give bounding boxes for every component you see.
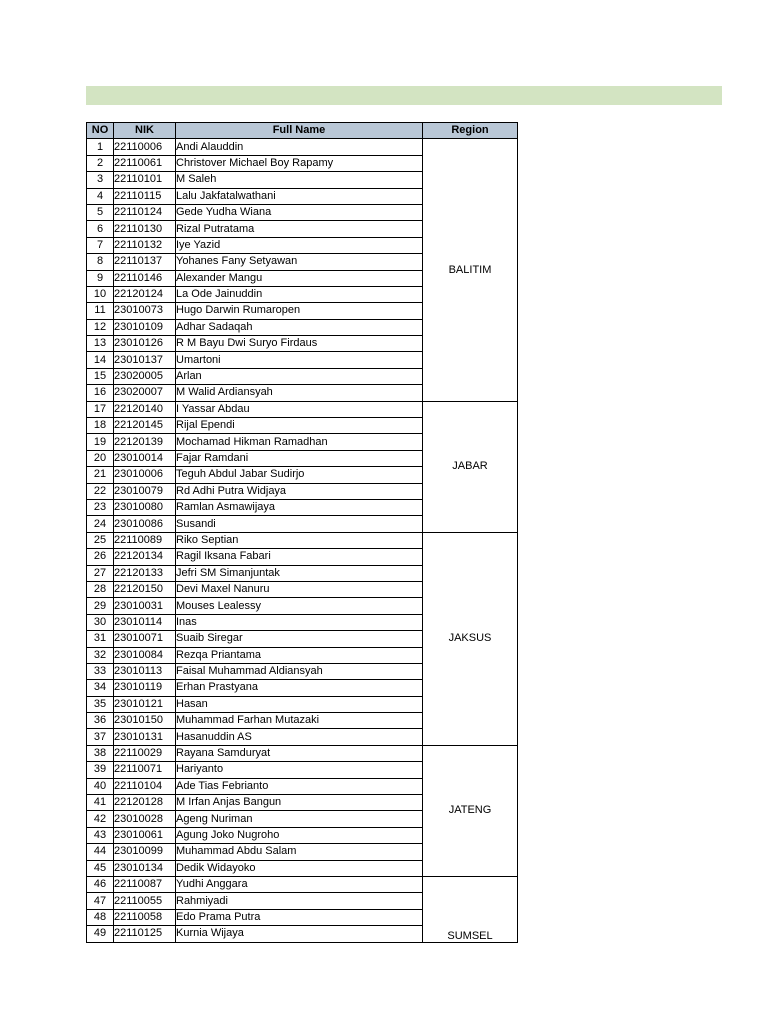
table-body <box>87 139 518 942</box>
header-no: NO <box>87 123 114 139</box>
row-nik-cell: 23010031 <box>114 598 176 614</box>
row-no-cell: 27 <box>87 565 114 581</box>
row-nik-cell: 22120128 <box>114 795 176 811</box>
row-name-cell: Yohanes Fany Setyawan <box>176 254 423 270</box>
row-name-cell: Rayana Samduryat <box>176 745 423 761</box>
row-nik-cell: 23010084 <box>114 647 176 663</box>
row-nik-cell: 23010113 <box>114 663 176 679</box>
row-name-cell: Lalu Jakfatalwathani <box>176 188 423 204</box>
row-nik-cell: 23010006 <box>114 467 176 483</box>
row-no-cell: 15 <box>87 368 114 384</box>
row-name-cell: Edo Prama Putra <box>176 909 423 925</box>
row-nik-cell: 22120134 <box>114 549 176 565</box>
row-no-cell: 13 <box>87 336 114 352</box>
row-no-cell: 47 <box>87 893 114 909</box>
table-row <box>87 401 518 417</box>
row-name-cell: Rizal Putratama <box>176 221 423 237</box>
row-no-cell: 36 <box>87 713 114 729</box>
header-region: Region <box>423 123 518 139</box>
header-full-name: Full Name <box>176 123 423 139</box>
region-cell: JAKSUS <box>423 532 518 745</box>
row-name-cell: Hasan <box>176 696 423 712</box>
row-nik-cell: 23010014 <box>114 450 176 466</box>
row-nik-cell: 23010114 <box>114 614 176 630</box>
row-no-cell: 26 <box>87 549 114 565</box>
row-nik-cell: 23010061 <box>114 827 176 843</box>
region-cell: SUMSEL <box>423 876 518 942</box>
row-no-cell: 19 <box>87 434 114 450</box>
row-nik-cell: 22120139 <box>114 434 176 450</box>
row-no-cell: 5 <box>87 204 114 220</box>
row-no-cell: 4 <box>87 188 114 204</box>
row-nik-cell: 22110101 <box>114 172 176 188</box>
row-name-cell: Christover Michael Boy Rapamy <box>176 155 423 171</box>
row-nik-cell: 22110125 <box>114 926 176 942</box>
row-no-cell: 2 <box>87 155 114 171</box>
row-name-cell: Suaib Siregar <box>176 631 423 647</box>
row-no-cell: 33 <box>87 663 114 679</box>
employee-table <box>86 122 518 943</box>
row-nik-cell: 22110137 <box>114 254 176 270</box>
row-name-cell: Ageng Nuriman <box>176 811 423 827</box>
row-no-cell: 12 <box>87 319 114 335</box>
row-no-cell: 25 <box>87 532 114 548</box>
row-no-cell: 28 <box>87 581 114 597</box>
row-no-cell: 9 <box>87 270 114 286</box>
row-nik-cell: 22120145 <box>114 418 176 434</box>
row-name-cell: Adhar Sadaqah <box>176 319 423 335</box>
row-no-cell: 18 <box>87 418 114 434</box>
row-no-cell: 37 <box>87 729 114 745</box>
row-name-cell: Muhammad Abdu Salam <box>176 844 423 860</box>
row-name-cell: Yudhi Anggara <box>176 876 423 892</box>
row-no-cell: 41 <box>87 795 114 811</box>
row-no-cell: 17 <box>87 401 114 417</box>
row-name-cell: Andi Alauddin <box>176 139 423 155</box>
row-nik-cell: 22110089 <box>114 532 176 548</box>
row-nik-cell: 22110006 <box>114 139 176 155</box>
row-no-cell: 46 <box>87 876 114 892</box>
row-name-cell: Devi Maxel Nanuru <box>176 581 423 597</box>
row-no-cell: 14 <box>87 352 114 368</box>
row-no-cell: 38 <box>87 745 114 761</box>
row-name-cell: Arlan <box>176 368 423 384</box>
row-name-cell: Rijal Ependi <box>176 418 423 434</box>
row-nik-cell: 22120133 <box>114 565 176 581</box>
row-no-cell: 21 <box>87 467 114 483</box>
table-row <box>87 876 518 892</box>
row-nik-cell: 23010086 <box>114 516 176 532</box>
row-no-cell: 34 <box>87 680 114 696</box>
row-nik-cell: 23020007 <box>114 385 176 401</box>
row-no-cell: 3 <box>87 172 114 188</box>
row-name-cell: Agung Joko Nugroho <box>176 827 423 843</box>
row-name-cell: Dedik Widayoko <box>176 860 423 876</box>
row-no-cell: 44 <box>87 844 114 860</box>
row-no-cell: 16 <box>87 385 114 401</box>
row-nik-cell: 23010028 <box>114 811 176 827</box>
row-name-cell: Hasanuddin AS <box>176 729 423 745</box>
row-name-cell: Umartoni <box>176 352 423 368</box>
row-nik-cell: 23010073 <box>114 303 176 319</box>
table-row <box>87 139 518 155</box>
row-no-cell: 29 <box>87 598 114 614</box>
row-name-cell: Ragil Iksana Fabari <box>176 549 423 565</box>
row-name-cell: Rd Adhi Putra Widjaya <box>176 483 423 499</box>
row-no-cell: 11 <box>87 303 114 319</box>
row-nik-cell: 23010121 <box>114 696 176 712</box>
table-header-row <box>87 123 518 139</box>
row-name-cell: Inas <box>176 614 423 630</box>
row-no-cell: 40 <box>87 778 114 794</box>
row-nik-cell: 22110055 <box>114 893 176 909</box>
row-name-cell: M Walid Ardiansyah <box>176 385 423 401</box>
row-no-cell: 32 <box>87 647 114 663</box>
region-cell: JABAR <box>423 401 518 532</box>
row-name-cell: Hariyanto <box>176 762 423 778</box>
row-no-cell: 30 <box>87 614 114 630</box>
table-row <box>87 745 518 761</box>
row-nik-cell: 22110124 <box>114 204 176 220</box>
row-nik-cell: 23010099 <box>114 844 176 860</box>
row-nik-cell: 23010080 <box>114 499 176 515</box>
row-nik-cell: 23010079 <box>114 483 176 499</box>
row-name-cell: Rahmiyadi <box>176 893 423 909</box>
row-nik-cell: 23010134 <box>114 860 176 876</box>
row-no-cell: 1 <box>87 139 114 155</box>
row-nik-cell: 23020005 <box>114 368 176 384</box>
row-nik-cell: 22110087 <box>114 876 176 892</box>
row-name-cell: Erhan Prastyana <box>176 680 423 696</box>
row-no-cell: 23 <box>87 499 114 515</box>
header-banner <box>86 86 722 105</box>
row-nik-cell: 23010119 <box>114 680 176 696</box>
row-name-cell: Iye Yazid <box>176 237 423 253</box>
row-name-cell: Riko Septian <box>176 532 423 548</box>
row-name-cell: I Yassar Abdau <box>176 401 423 417</box>
table-row <box>87 532 518 548</box>
row-no-cell: 7 <box>87 237 114 253</box>
row-nik-cell: 22120124 <box>114 286 176 302</box>
row-no-cell: 6 <box>87 221 114 237</box>
region-cell: JATENG <box>423 745 518 876</box>
row-no-cell: 35 <box>87 696 114 712</box>
header-nik: NIK <box>114 123 176 139</box>
row-nik-cell: 22110115 <box>114 188 176 204</box>
row-name-cell: Hugo Darwin Rumaropen <box>176 303 423 319</box>
row-nik-cell: 23010131 <box>114 729 176 745</box>
row-no-cell: 31 <box>87 631 114 647</box>
row-nik-cell: 22120150 <box>114 581 176 597</box>
row-name-cell: Fajar Ramdani <box>176 450 423 466</box>
row-nik-cell: 22110132 <box>114 237 176 253</box>
row-no-cell: 42 <box>87 811 114 827</box>
row-no-cell: 48 <box>87 909 114 925</box>
row-nik-cell: 22110058 <box>114 909 176 925</box>
row-no-cell: 49 <box>87 926 114 942</box>
row-nik-cell: 23010126 <box>114 336 176 352</box>
row-name-cell: Ade Tias Febrianto <box>176 778 423 794</box>
row-nik-cell: 22110130 <box>114 221 176 237</box>
region-cell: BALITIM <box>423 139 518 401</box>
row-name-cell: Kurnia Wijaya <box>176 926 423 942</box>
row-name-cell: Gede Yudha Wiana <box>176 204 423 220</box>
row-name-cell: M Irfan Anjas Bangun <box>176 795 423 811</box>
row-name-cell: M Saleh <box>176 172 423 188</box>
row-no-cell: 39 <box>87 762 114 778</box>
row-name-cell: Ramlan Asmawijaya <box>176 499 423 515</box>
row-name-cell: La Ode Jainuddin <box>176 286 423 302</box>
row-name-cell: Rezqa Priantama <box>176 647 423 663</box>
row-name-cell: Mochamad Hikman Ramadhan <box>176 434 423 450</box>
row-nik-cell: 23010137 <box>114 352 176 368</box>
row-name-cell: Susandi <box>176 516 423 532</box>
row-no-cell: 8 <box>87 254 114 270</box>
row-name-cell: Mouses Lealessy <box>176 598 423 614</box>
row-nik-cell: 22110104 <box>114 778 176 794</box>
row-name-cell: Teguh Abdul Jabar Sudirjo <box>176 467 423 483</box>
row-name-cell: R M Bayu Dwi Suryo Firdaus <box>176 336 423 352</box>
row-name-cell: Jefri SM Simanjuntak <box>176 565 423 581</box>
row-no-cell: 45 <box>87 860 114 876</box>
row-no-cell: 20 <box>87 450 114 466</box>
row-nik-cell: 23010150 <box>114 713 176 729</box>
row-name-cell: Faisal Muhammad Aldiansyah <box>176 663 423 679</box>
row-no-cell: 24 <box>87 516 114 532</box>
row-no-cell: 10 <box>87 286 114 302</box>
row-nik-cell: 22110071 <box>114 762 176 778</box>
row-nik-cell: 23010071 <box>114 631 176 647</box>
row-nik-cell: 22110061 <box>114 155 176 171</box>
row-nik-cell: 22120140 <box>114 401 176 417</box>
row-nik-cell: 22110146 <box>114 270 176 286</box>
row-name-cell: Muhammad Farhan Mutazaki <box>176 713 423 729</box>
row-no-cell: 43 <box>87 827 114 843</box>
row-name-cell: Alexander Mangu <box>176 270 423 286</box>
row-nik-cell: 23010109 <box>114 319 176 335</box>
row-nik-cell: 22110029 <box>114 745 176 761</box>
row-no-cell: 22 <box>87 483 114 499</box>
